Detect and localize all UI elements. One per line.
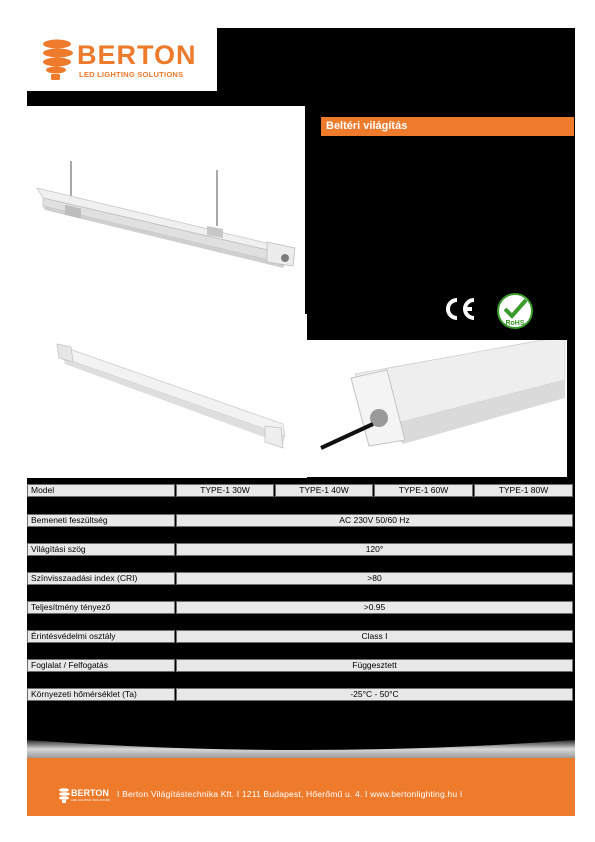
spec-row-label: Világítási szög [27, 543, 175, 556]
footer-address: I Berton Világítástechnika Kft. I 1211 Budapest, Hőerőmű u. 4. I www.bertonlighting.hu I [117, 789, 463, 799]
product-image-suspended [27, 106, 305, 314]
model-type1-30w: TYPE-1 30W [176, 484, 274, 497]
footer-tagline: LED LIGHTING SOLUTIONS [71, 798, 111, 802]
spec-row-value: Függesztett [176, 659, 573, 672]
spec-row-label: Színvisszaadási index (CRI) [27, 572, 175, 585]
spec-row-value: AC 230V 50/60 Hz [176, 514, 573, 527]
rohs-badge-icon [495, 292, 535, 330]
product-image-endcap [307, 340, 567, 477]
section-title: Beltéri világítás [321, 117, 574, 136]
model-type1-40w: TYPE-1 40W [275, 484, 373, 497]
spec-row-value: 120° [176, 543, 573, 556]
spec-row-value: Class I [176, 630, 573, 643]
brand-name: BERTON [77, 40, 197, 70]
footer-brand: BERTON [71, 788, 109, 798]
spec-row-value: >80 [176, 572, 573, 585]
footer-logo [58, 786, 118, 806]
brand-logo [27, 28, 217, 91]
spec-row-label: Érintésvédelmi osztály [27, 630, 175, 643]
model-type1-80w: TYPE-1 80W [474, 484, 573, 497]
brand-tagline: LED LIGHTING SOLUTIONS [79, 70, 184, 79]
spec-row-value: >0.95 [176, 601, 573, 614]
spec-row-value: -25°C - 50°C [176, 688, 573, 701]
bulb-logo-icon [39, 38, 75, 82]
spec-row-label: Foglalat / Felfogatás [27, 659, 175, 672]
spec-row-label: Teljesítmény tényező [27, 601, 175, 614]
model-label: Model [27, 484, 175, 497]
ce-mark-icon [440, 294, 480, 324]
model-type1-60w: TYPE-1 60W [374, 484, 473, 497]
spec-row-label: Bemeneti feszültség [27, 514, 175, 527]
product-image-flat [27, 314, 307, 478]
svg-text:RoHS: RoHS [505, 320, 525, 327]
spec-row-label: Környezeti hőmérséklet (Ta) [27, 688, 175, 701]
